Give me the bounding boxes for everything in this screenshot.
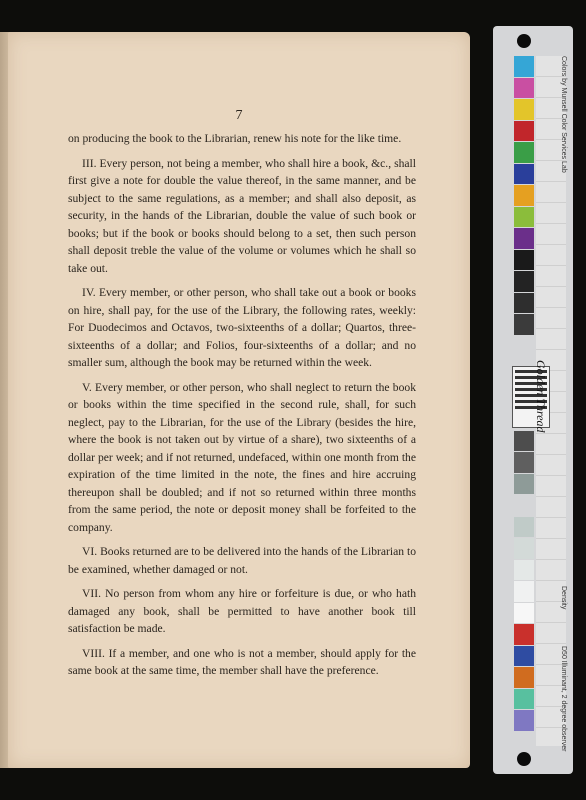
color-patch: [514, 314, 534, 335]
color-patch: [514, 207, 534, 228]
color-patch: [514, 78, 534, 99]
target-hole-bottom: [517, 752, 531, 766]
color-patch: [514, 560, 534, 581]
color-patch: [514, 667, 534, 688]
paragraph: III. Every person, not being a member, who shall hire a book, &c., shall first give a note for double the value thereof, in the same manner, and be subject to the same regulations, as a member; and shall also deposit, as security, in the hands of the Librarian, double the value of such book or books; but if the book or books should belong to a set, then such person shall deposit treble the value of the volume or volumes which he shall so take out.: [68, 156, 416, 275]
color-patch: [514, 689, 534, 710]
paragraph: VIII. If a member, and one who is not a member, should apply for the same book at the same time, the member shall have the preference.: [68, 646, 416, 677]
color-patch: [514, 99, 534, 120]
paragraph: VII. No person from whom any hire or forfeiture is due, or who hath damaged any book, shall be permitted to have another book till satisfaction be made.: [68, 587, 416, 635]
color-patch: [514, 474, 534, 495]
color-patch: [514, 517, 534, 538]
target-density-text: Density: [560, 586, 567, 610]
golden-thread-label: Golden Thread: [534, 360, 548, 433]
color-patch: [514, 538, 534, 559]
paragraph: IV. Every member, or other person, who shall take out a book or books on hire, shall pay, for the use of the Library, the following rates, weekly: For Duodecimos and Octavos, two-sixteenths of a dollar; Quartos, three-sixteenths of a dollar; and Folios, four-sixteenths of a dollar; and no smaller sum, although the book may be returned within the week.: [68, 286, 416, 369]
color-patch: [514, 250, 534, 271]
color-patch: [514, 452, 534, 473]
color-patch: [514, 142, 534, 163]
color-patch: [514, 185, 534, 206]
color-patch: [514, 646, 534, 667]
color-patch: [514, 121, 534, 142]
color-patch: [514, 710, 534, 731]
color-patch: [514, 293, 534, 314]
color-patch: [514, 56, 534, 77]
paragraph: V. Every member, or other person, who shall neglect to return the book or books within the time specified in the second rule, shall, for such neglect, pay to the Librarian, for the use of the Library (besides the hire, where the book is not taken out by virtue of a share), two sixteenths of a dollar per week; and if not returned, undefaced, within one month from the expiration of the time limited in the note, the fines and hire accruing thereupon shall be doubled; and if not so returned within three months from the same period, the note or deposit money shall be forfeited to the company.: [68, 380, 416, 534]
page-body: [68, 130, 416, 687]
color-patch: [514, 431, 534, 452]
paragraph: VI. Books returned are to be delivered into the hands of the Librarian to be examined, whether damaged or not.: [68, 545, 416, 576]
paragraph: on producing the book to the Librarian, renew his note for the like time.: [68, 132, 402, 145]
target-lab-text: Colors by Munsell Color Services Lab: [560, 56, 567, 173]
color-patch: [514, 581, 534, 602]
target-hole-top: [517, 34, 531, 48]
color-patch: [514, 624, 534, 645]
color-patch: [514, 228, 534, 249]
book-page: [8, 32, 470, 768]
color-patch: [514, 271, 534, 292]
color-patch: [514, 164, 534, 185]
color-patch: [514, 603, 534, 624]
page-number: 7: [235, 108, 243, 123]
target-observer-text: D50 Illuminant, 2 degree observer: [560, 646, 567, 752]
